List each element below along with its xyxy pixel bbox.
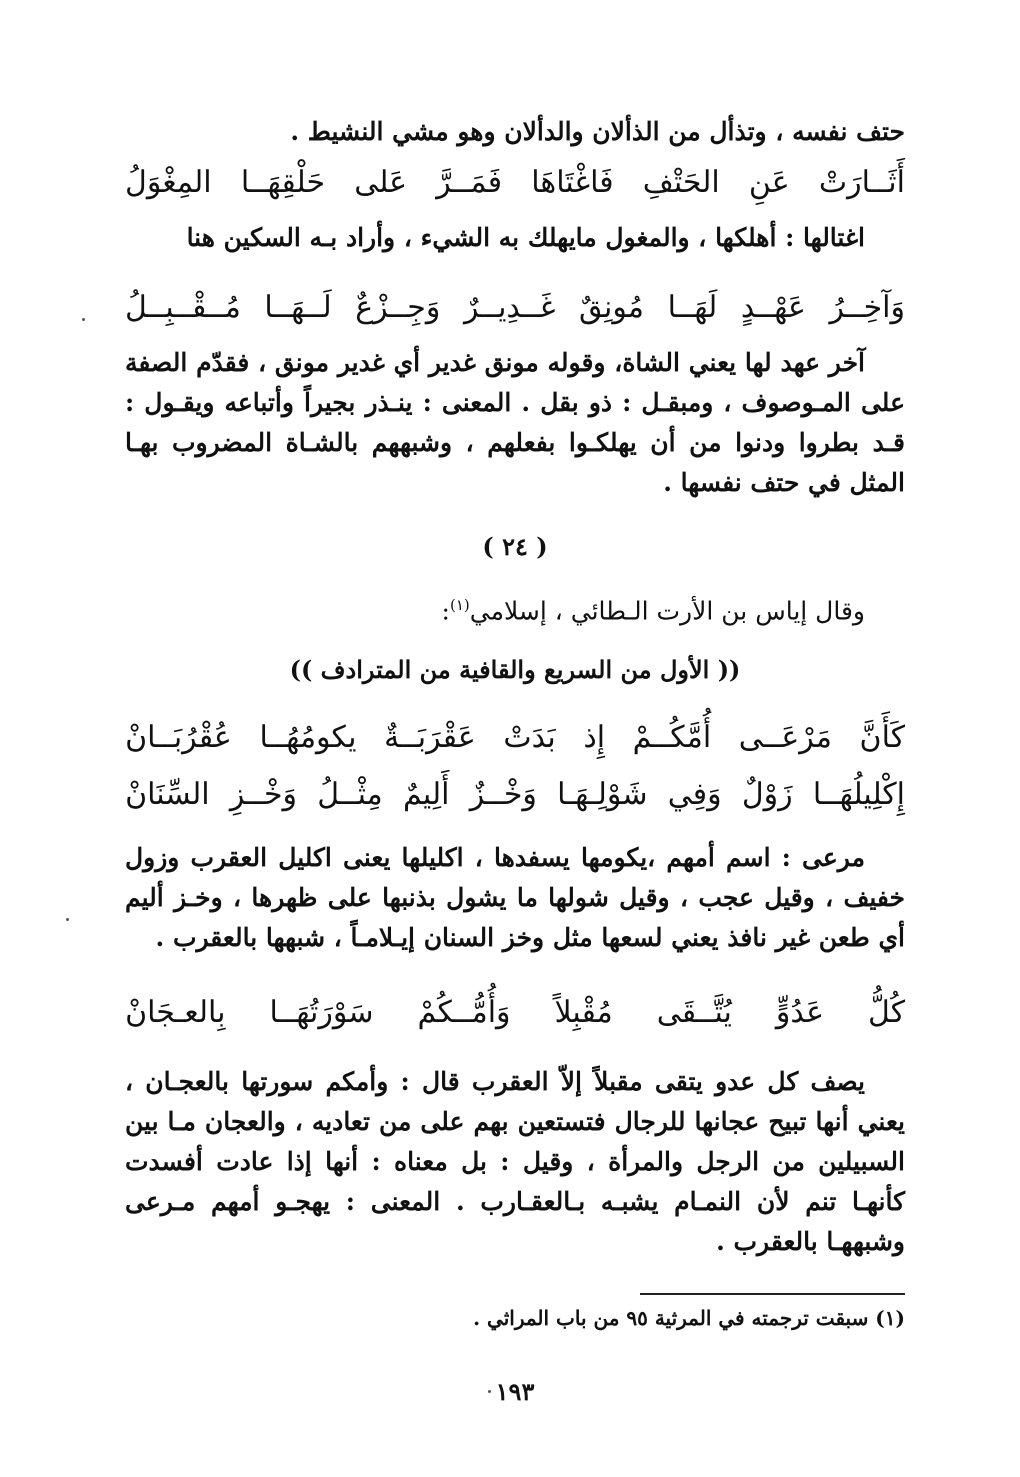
verse-1-word: فَاغْتَاهَا [531, 165, 614, 200]
footnote: (١) سبقت ترجمته في المرثية ٩٥ من باب المراثي . [473, 1306, 905, 1330]
verse-3-word: عُقْرُبَــانْ [125, 720, 232, 755]
commentary-3: يصف كل عدو يتقى مقبلاً إلاّ العقرب قال : وأمكم سورتها بالعجـان ، يعني أنها تبيح عجانها للرجال فتستعين بهم على من تعاديه ، والعجان مـا بين السبيلين من الرجل والمرأة ، وقيل : بل معناه : أنها إذا عادت أفسدت كأنهـا تنم لأن النمـام يشبـه بـالعقـارب . المعنى : يهجـو أمهم مـرعى وشبههـا بالعقرب . [125, 1067, 906, 1256]
verse-2 [125, 285, 905, 331]
verse-3-word: وَخْــزِ [229, 777, 297, 812]
scan-speck [66, 918, 69, 921]
footnote-rule [640, 1293, 905, 1295]
verse-3-word: زَوْلٌ [741, 777, 793, 812]
verse-3-word: شَوْلِـهَـا [557, 777, 648, 812]
verse-2-word: مُــقْــبِــلُ [125, 290, 241, 325]
verse-3-word: عَقْرَبَــةٌ [384, 720, 476, 755]
verse-3-word: السِّنَانْ [125, 777, 210, 812]
verse-4 [125, 990, 905, 1036]
verse-3-line-1 [125, 715, 905, 761]
poem-number: ( ٢٤ ) [482, 532, 548, 561]
footnote-ref: (١) [449, 596, 470, 614]
verse-3-word: بَدَتْ [503, 720, 556, 755]
verse-1-word: فَمَــرَّ [436, 165, 503, 200]
verse-1-word: الحَتْفِ [642, 165, 720, 200]
verse-4-word: عَدُوٍّ [775, 995, 824, 1030]
verse-3-word: إِذ [583, 720, 606, 755]
verse-3-word: مِثْــلُ [317, 777, 383, 812]
verse-3-word: مَرْعَــى [738, 720, 832, 755]
verse-2-word: غَــدِيــرٌ [463, 290, 556, 325]
verse-4-word: وَأُمُّــكُمْ [417, 995, 511, 1030]
commentary-2: مرعى : اسم أمهم ،يكومها يسفدها ، اكليلها يعنى اكليل العقرب وزول خفيف ، وقيل عجب ، وقيل شولها ما يشول بذنبها على ظهرها ، وخـز أليم أي طعن غير نافذ يعني لسعها مثل وخز السنان إيـلامـاً ، شبهها بالعقرب . [125, 843, 905, 952]
verse-4-word: كُلُّ [867, 995, 905, 1030]
verse-3-word: كَأَنَّ [859, 720, 905, 755]
verse-1-word: عَلى [354, 165, 408, 200]
meter-heading: (( الأول من السريع والقافية من المترادف )) [289, 655, 741, 684]
verse-2-word: لَــهَــا [264, 290, 332, 325]
poem-intro-colon: : [441, 596, 450, 626]
page-number: ١٩٣ [495, 1377, 535, 1406]
verse-3-word: أُمَّكُــمْ [632, 720, 712, 755]
verse-1-word: عَنِ [748, 165, 790, 200]
commentary-1: آخر عهد لها يعني الشاة، وقوله مونق غدير أي غدير مونق ، فقدّم الصفة على المـوصوف ، ومبقـل : ذو بقل . المعنى : ينـذر بجيراً وأتباعه ويقـول : قـد بطروا ودنوا من أن يهلكـوا بفعلهم ، وشبههم بالشـاة المضروب بهـا المثل في حتف نفسها . [125, 348, 905, 497]
verse-4-word: مُقْبِلاً [554, 995, 613, 1030]
verse-4-word: سَوْرَتُهَــا [269, 995, 374, 1030]
verse-2-word: وَآخِــرُ [829, 290, 905, 325]
verse-4-word: يُتَّــقَى [656, 995, 732, 1030]
verse-1 [125, 160, 905, 206]
verse-1-word: حَلْقِهَــا [240, 165, 326, 200]
verse-4-word: بِالعـجَانْ [125, 995, 226, 1030]
poem-intro-text: وقال إياس بن الأرت الـطائي ، إسلامي [469, 596, 865, 626]
top-paragraph: حتف نفسه ، وتذأل من الذألان والدألان وهو مشي النشيط . [290, 117, 905, 146]
gloss-1: اغتالها : أهلكها ، والمغول مايهلك به الشيء ، وأراد بـه السكين هنا [186, 223, 865, 252]
verse-2-word: لَهَــا [667, 290, 718, 325]
verse-3-line-2 [125, 772, 905, 818]
verse-2-word: عَهْــدٍ [740, 290, 806, 325]
verse-2-word: مُونِقٌ [579, 290, 644, 325]
verse-2-word: وَجِــزْعٌ [355, 290, 441, 325]
verse-1-word: المِغْوَلُ [125, 165, 212, 200]
verse-3-word: إِكْلِيلُهَــا [812, 777, 905, 812]
poem-intro [125, 585, 905, 631]
verse-3-word: أَلِيمٌ [402, 777, 450, 812]
scan-speck [488, 1390, 491, 1393]
verse-3-word: وَفِي [667, 777, 722, 812]
scan-speck [82, 318, 85, 321]
verse-3-word: يكومُهُــا [259, 720, 357, 755]
verse-1-word: أَثَــارَتْ [818, 165, 905, 200]
verse-3-word: وَخْــزٌ [469, 777, 537, 812]
